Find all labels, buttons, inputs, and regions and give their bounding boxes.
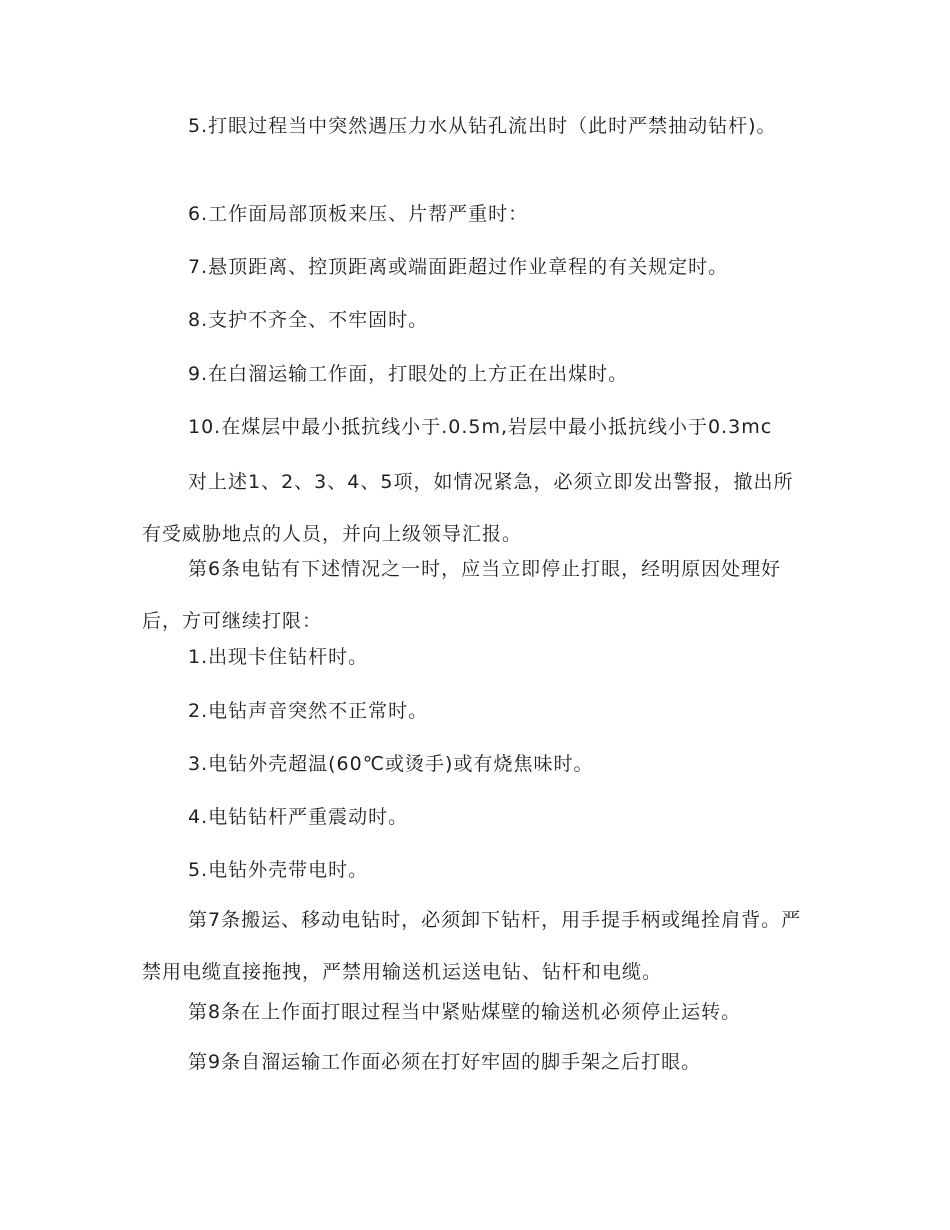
paragraph-item-5-pressure-water: 5.打眼过程当中突然遇压力水从钻孔流出时（此时严禁抽动钻杆)。	[188, 115, 777, 137]
paragraph-article-6-item-1: 1.出现卡住钻杆时。	[188, 646, 369, 668]
paragraph-item-8-support: 8.支护不齐全、不牢固时。	[188, 309, 429, 331]
paragraph-item-6-roof-pressure: 6.工作面局部顶板来压、片帮严重时：	[188, 203, 529, 225]
paragraph-article-9: 第9条自溜运输工作面必须在打好牢固的脚手架之后打眼。	[188, 1051, 702, 1073]
paragraph-article-8: 第8条在上作面打眼过程当中紧贴煤壁的输送机必须停止运转。	[188, 1001, 742, 1023]
paragraph-article-6-item-3: 3.电钻外壳超温(60℃或烫手)或有烧焦味时。	[188, 753, 594, 775]
paragraph-article-6-item-5: 5.电钻外壳带电时。	[188, 859, 369, 881]
paragraph-article-6-item-4: 4.电钻钻杆严重震动时。	[188, 806, 409, 828]
paragraph-emergency-note: 对上述1、2、3、4、5项，如情况紧急，必须立即发出警报，撤出所有受威胁地点的人员，并向上级领导汇报。	[142, 471, 794, 545]
paragraph-article-6: 第6条电钻有下述情况之一时，应当立即停止打眼，经明原因处理好后，方可继续打限：	[142, 558, 782, 632]
paragraph-item-10-resistance-line: 10.在煤层中最小抵抗线小于.0.5m,岩层中最小抵抗线小于0.3mc	[188, 416, 773, 438]
paragraph-item-7-roof-distance: 7.悬顶距离、控顶距离或端面距超过作业章程的有关规定时。	[188, 256, 729, 278]
paragraph-article-6-item-2: 2.电钻声音突然不正常时。	[188, 700, 429, 722]
paragraph-article-7: 第7条搬运、移动电钻时，必须卸下钻杆，用手提手柄或绳拴肩背。严禁用电缆直接拖拽，严禁用输送机运送电钻、钻杆和电缆。	[142, 909, 802, 983]
paragraph-item-9-coal-output: 9.在白溜运输工作面，打眼处的上方正在出煤时。	[188, 363, 629, 385]
